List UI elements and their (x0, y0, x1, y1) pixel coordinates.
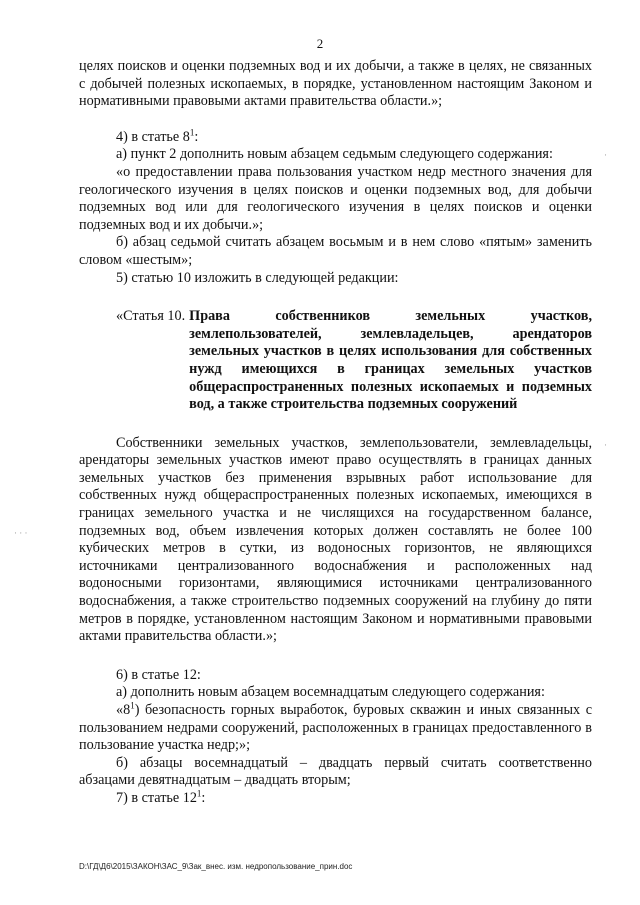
paragraph-item-6a: а) дополнить новым абзацем восемнадцатым следующего содержания: (116, 684, 545, 701)
page-number: 2 (316, 36, 324, 51)
paragraph-item-4b: б) абзац седьмой считать абзацем восьмым и в нем слово «пятым» заменить словом «шестым»; (79, 234, 592, 268)
paragraph-item-4: 4) в статье $8^1$: (116, 127, 199, 145)
article-heading (116, 308, 592, 414)
paragraph-item-7: 7) в статье $12^1$: (116, 788, 206, 806)
paragraph-quote-new-clause: «о предоставлении права пользования участком недр местного значения для геологического изучения в целях поисков и оценки подземных вод, для добычи подземных вод или для геологического изучения в целях поисков и оценки подземных вод и их добычи.»; (79, 163, 592, 233)
paragraph-item-4a: а) пункт 2 дополнить новым абзацем седьмым следующего содержания: (116, 146, 553, 163)
scan-mark: · (604, 150, 607, 160)
paragraph-continuation: целях поисков и оценки подземных вод и их добычи, а также в целях, не связанных с добычей полезных ископаемых, в порядке, установленном настоящим Законом и нормативными правовыми актами правительства области.»; (79, 58, 592, 110)
paragraph-item-5: 5) статью 10 изложить в следующей редакции: (116, 269, 399, 286)
scan-mark: · · · (14, 528, 28, 538)
article-label: «Статья 10. (116, 308, 186, 325)
paragraph-quote-safety: «$8^1$) безопасность горных выработок, буровых скважин и иных связанных с пользованием недрами сооружений, расположенных в границах предоставленного в пользование участка недр;»; (79, 700, 592, 754)
document-body (79, 58, 592, 808)
paragraph-item-6b: б) абзацы восемнадцатый – двадцать первый считать соответственно абзацами девятнадцатым – двадцать вторым; (79, 754, 592, 789)
scan-mark: · (604, 440, 607, 450)
file-path-footer: D:\ГД\Д6\2015\ЗАКОН\ЗАС_9\Зак_внес. изм. недропользование_прин.doc (79, 862, 353, 871)
paragraph-article-body: Собственники земельных участков, землепользователи, землевладельцы, арендаторы земельных участков имеют право осуществлять в границах данных земельных участков без применения взрывных работ использование для собственных нужд общераспространенных полезных ископаемых, имеющихся в границах земельного участка и не числящихся на государственном балансе, подземных вод, объем извлечения которых должен составлять не более 100 кубических метров в сутки, из водоносных горизонтов, не являющихся источниками централизованного водоснабжения и расположенных над водоносными горизонтами, являющимися источниками централизованного водоснабжения, а также строительство подземных сооружений на глубину до пяти метров в порядке, установленном настоящим Законом и нормативными правовыми актами правительства области.»; (79, 434, 592, 645)
paragraph-item-6: 6) в статье 12: (116, 666, 201, 683)
article-title: Права собственников земельных участков, землепользователей, землевладельцев, арендаторов земельных участков в целях использования для собственных нужд имеющихся в границах земельных участков общераспространенных полезных ископаемых и подземных вод, а также строительства подземных сооружений (189, 308, 592, 413)
